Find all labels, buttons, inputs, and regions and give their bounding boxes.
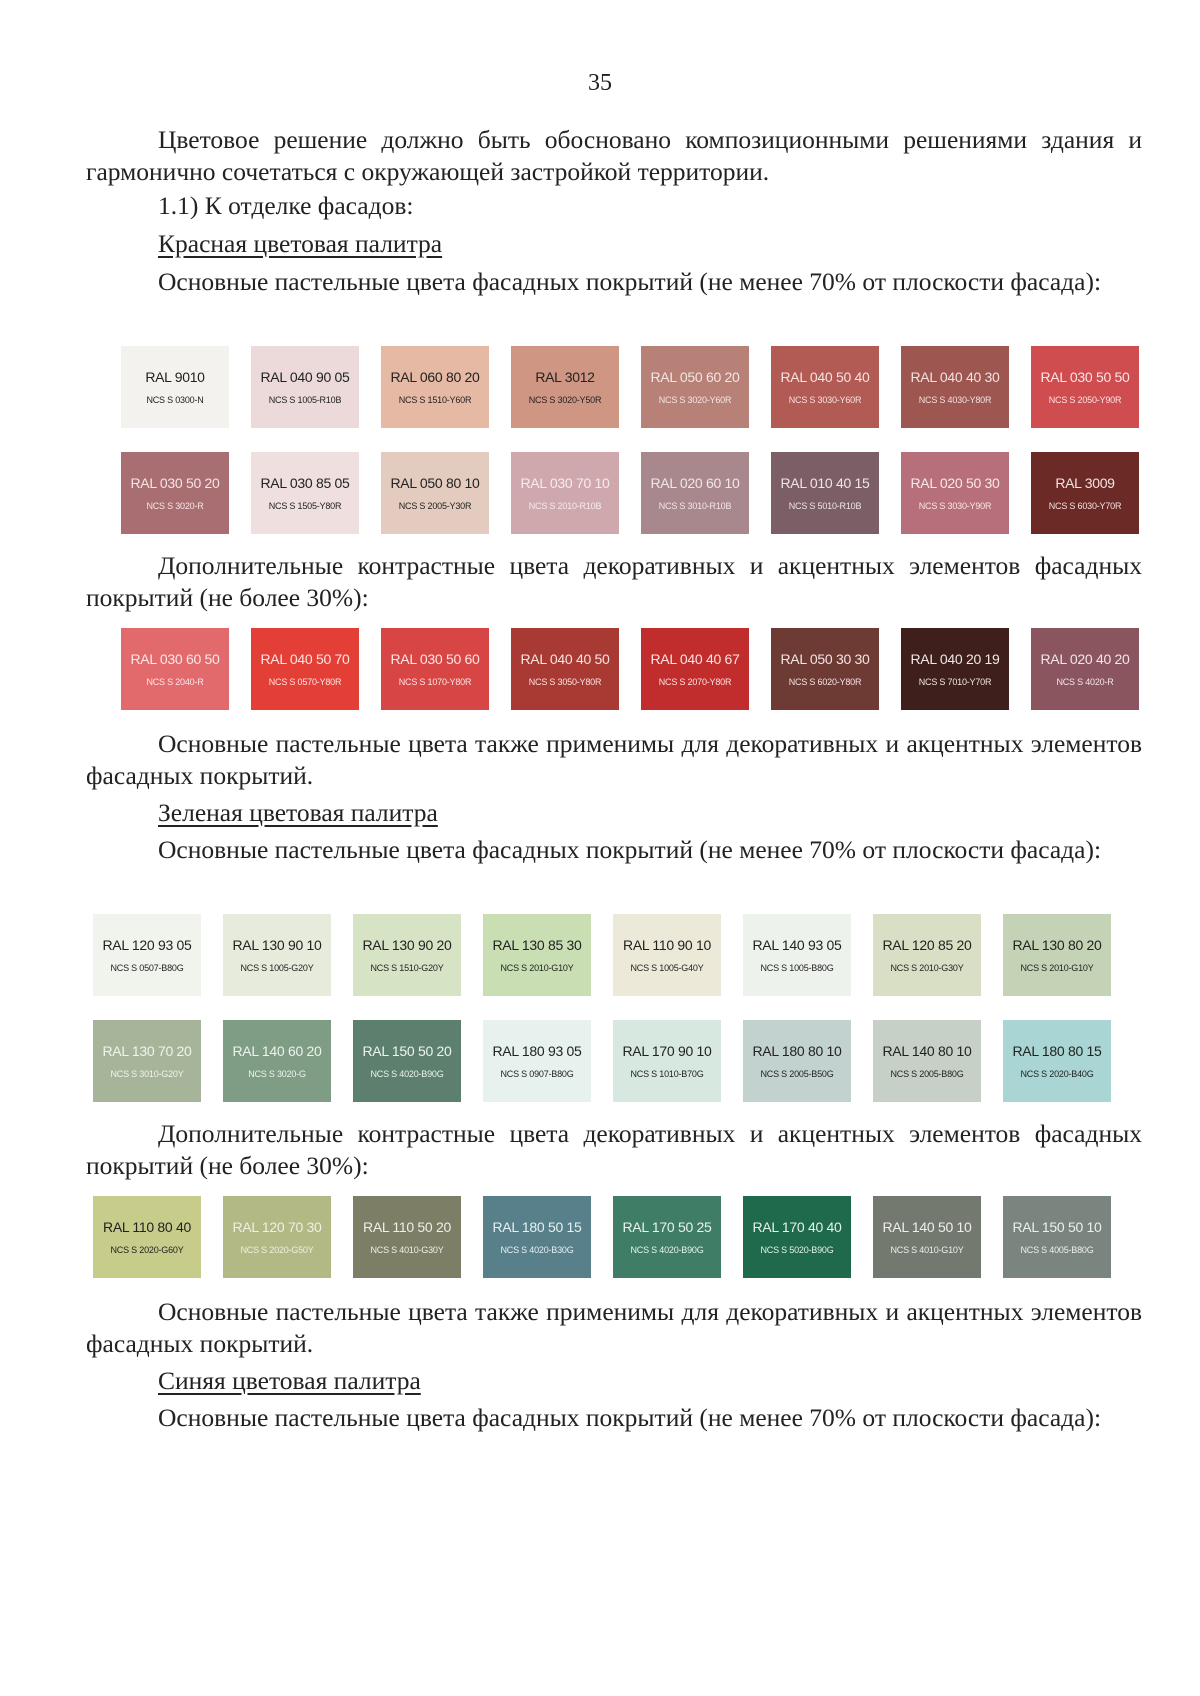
ral-code: RAL 140 60 20: [232, 1043, 322, 1059]
color-swatch: [1031, 628, 1139, 710]
ncs-code: NCS S 3030-Y60R: [788, 395, 862, 405]
ral-code: RAL 180 93 05: [492, 1043, 582, 1059]
ncs-code: NCS S 2020-B40G: [1020, 1069, 1094, 1079]
ral-code: RAL 110 50 20: [363, 1219, 451, 1235]
color-swatch: [1003, 1196, 1111, 1278]
ral-code: RAL 150 50 10: [1012, 1219, 1102, 1235]
color-swatch: [381, 628, 489, 710]
color-swatch: [223, 1196, 331, 1278]
red-main-paragraph: Основные пастельные цвета фасадных покрытий (не менее 70% от плоскости фасада):: [158, 267, 1102, 296]
blue-palette-heading: Синяя цветовая палитра: [158, 1366, 421, 1395]
ral-code: RAL 050 80 10: [390, 475, 480, 491]
green-palette-heading: Зеленая цветовая палитра: [158, 798, 438, 827]
color-swatch: [223, 914, 331, 996]
ncs-code: NCS S 1510-Y60R: [398, 395, 472, 405]
ncs-code: NCS S 1005-B80G: [760, 963, 834, 973]
color-swatch: [251, 452, 359, 534]
red-note-paragraph: Основные пастельные цвета также применимы для декоративных и акцентных элементов фасадных покрытий.: [86, 729, 1142, 790]
red-main-row-2: [121, 452, 1139, 534]
ncs-code: NCS S 2020-G50Y: [240, 1245, 314, 1255]
ncs-code: NCS S 1070-Y80R: [398, 677, 472, 687]
ral-code: RAL 3012: [535, 369, 595, 385]
color-swatch: [353, 914, 461, 996]
color-swatch: [743, 1196, 851, 1278]
ral-code: RAL 030 50 60: [390, 651, 480, 667]
green-extra-paragraph: Дополнительные контрастные цвета декоративных и акцентных элементов фасадных покрытий (не более 30%):: [86, 1119, 1142, 1180]
ral-code: RAL 130 80 20: [1012, 937, 1102, 953]
color-swatch: [641, 452, 749, 534]
ncs-code: NCS S 6020-Y80R: [788, 677, 862, 687]
ncs-code: NCS S 3020-G: [248, 1069, 306, 1079]
ncs-code: NCS S 0300-N: [146, 395, 204, 405]
color-swatch: [901, 628, 1009, 710]
color-swatch: [251, 346, 359, 428]
ncs-code: NCS S 2010-G10Y: [500, 963, 574, 973]
ral-code: RAL 030 85 05: [260, 475, 350, 491]
color-swatch: [873, 1020, 981, 1102]
color-swatch: [1031, 452, 1139, 534]
ncs-code: NCS S 0570-Y80R: [268, 677, 342, 687]
ral-code: RAL 020 40 20: [1040, 651, 1130, 667]
ncs-code: NCS S 1005-G20Y: [240, 963, 314, 973]
color-swatch: [873, 914, 981, 996]
ral-code: RAL 170 40 40: [752, 1219, 842, 1235]
ncs-code: NCS S 5010-R10B: [788, 501, 862, 511]
ncs-code: NCS S 3030-Y90R: [918, 501, 992, 511]
ral-code: RAL 180 50 15: [492, 1219, 582, 1235]
facade-item: 1.1) К отделке фасадов:: [158, 191, 414, 220]
ral-code: RAL 030 60 50: [130, 651, 220, 667]
ral-code: RAL 150 50 20: [362, 1043, 452, 1059]
color-swatch: [511, 346, 619, 428]
ral-code: RAL 170 50 25: [622, 1219, 712, 1235]
red-extra-row: [121, 628, 1139, 710]
ral-code: RAL 170 90 10: [622, 1043, 712, 1059]
ncs-code: NCS S 0507-B80G: [110, 963, 184, 973]
color-swatch: [511, 628, 619, 710]
ral-code: RAL 130 70 20: [102, 1043, 192, 1059]
color-swatch: [353, 1196, 461, 1278]
color-swatch: [901, 346, 1009, 428]
ncs-code: NCS S 2040-R: [146, 677, 204, 687]
green-main-row-1: [93, 914, 1111, 996]
color-swatch: [251, 628, 359, 710]
color-swatch: [641, 628, 749, 710]
ral-code: RAL 110 90 10: [623, 937, 711, 953]
ral-code: RAL 040 50 40: [780, 369, 870, 385]
color-swatch: [223, 1020, 331, 1102]
ral-code: RAL 040 90 05: [260, 369, 350, 385]
ncs-code: NCS S 2070-Y80R: [658, 677, 732, 687]
color-swatch: [771, 452, 879, 534]
color-swatch: [771, 628, 879, 710]
ral-code: RAL 040 40 67: [650, 651, 740, 667]
ral-code: RAL 9010: [145, 369, 205, 385]
color-swatch: [613, 1196, 721, 1278]
color-swatch: [901, 452, 1009, 534]
color-swatch: [381, 346, 489, 428]
ral-code: RAL 040 40 30: [910, 369, 1000, 385]
color-swatch: [771, 346, 879, 428]
ncs-code: NCS S 7010-Y70R: [918, 677, 992, 687]
ncs-code: NCS S 4020-B90G: [370, 1069, 444, 1079]
ncs-code: NCS S 3020-R: [146, 501, 204, 511]
color-swatch: [483, 1196, 591, 1278]
color-swatch: [743, 914, 851, 996]
color-swatch: [873, 1196, 981, 1278]
ral-code: RAL 010 40 15: [780, 475, 870, 491]
ncs-code: NCS S 4020-B30G: [500, 1245, 574, 1255]
ral-code: RAL 040 20 19: [910, 651, 1000, 667]
ral-code: RAL 030 70 10: [520, 475, 610, 491]
color-swatch: [1003, 1020, 1111, 1102]
color-swatch: [93, 1020, 201, 1102]
ncs-code: NCS S 1005-R10B: [268, 395, 342, 405]
ncs-code: NCS S 2020-G60Y: [110, 1245, 184, 1255]
ncs-code: NCS S 1510-G20Y: [370, 963, 444, 973]
color-swatch: [381, 452, 489, 534]
color-swatch: [613, 1020, 721, 1102]
ncs-code: NCS S 4005-B80G: [1020, 1245, 1094, 1255]
ncs-code: NCS S 3010-G20Y: [110, 1069, 184, 1079]
ncs-code: NCS S 3020-Y50R: [528, 395, 602, 405]
green-main-paragraph: Основные пастельные цвета фасадных покрытий (не менее 70% от плоскости фасада):: [158, 835, 1102, 864]
color-swatch: [93, 914, 201, 996]
ncs-code: NCS S 4020-B90G: [630, 1245, 704, 1255]
color-swatch: [353, 1020, 461, 1102]
red-extra-paragraph: Дополнительные контрастные цвета декоративных и акцентных элементов фасадных покрытий (не более 30%):: [86, 551, 1142, 612]
ncs-code: NCS S 3020-Y60R: [658, 395, 732, 405]
ncs-code: NCS S 2010-G30Y: [890, 963, 964, 973]
ncs-code: NCS S 1505-Y80R: [268, 501, 342, 511]
ral-code: RAL 030 50 50: [1040, 369, 1130, 385]
ral-code: RAL 040 50 70: [260, 651, 350, 667]
ral-code: RAL 120 70 30: [232, 1219, 322, 1235]
ral-code: RAL 130 90 10: [232, 937, 322, 953]
ral-code: RAL 140 50 10: [882, 1219, 972, 1235]
color-swatch: [613, 914, 721, 996]
ral-code: RAL 050 30 30: [780, 651, 870, 667]
ral-code: RAL 120 93 05: [102, 937, 192, 953]
green-note-paragraph: Основные пастельные цвета также применимы для декоративных и акцентных элементов фасадных покрытий.: [86, 1297, 1142, 1358]
color-swatch: [1031, 346, 1139, 428]
color-swatch: [93, 1196, 201, 1278]
ncs-code: NCS S 0907-B80G: [500, 1069, 574, 1079]
ral-code: RAL 180 80 15: [1012, 1043, 1102, 1059]
ncs-code: NCS S 4030-Y80R: [918, 395, 992, 405]
page-number: 35: [588, 70, 612, 96]
ncs-code: NCS S 4020-R: [1056, 677, 1114, 687]
ral-code: RAL 060 80 20: [390, 369, 480, 385]
ral-code: RAL 120 85 20: [882, 937, 972, 953]
ral-code: RAL 3009: [1055, 475, 1115, 491]
color-swatch: [121, 346, 229, 428]
ral-code: RAL 130 90 20: [362, 937, 452, 953]
ncs-code: NCS S 2005-Y30R: [398, 501, 472, 511]
color-swatch: [483, 914, 591, 996]
color-swatch: [121, 628, 229, 710]
red-palette-heading: Красная цветовая палитра: [158, 229, 443, 258]
ncs-code: NCS S 4010-G10Y: [890, 1245, 964, 1255]
ral-code: RAL 040 40 50: [520, 651, 610, 667]
ncs-code: NCS S 3010-R10B: [658, 501, 732, 511]
ncs-code: NCS S 1005-G40Y: [630, 963, 704, 973]
ral-code: RAL 020 50 30: [910, 475, 1000, 491]
intro-paragraph: Цветовое решение должно быть обосновано композиционными решениями здания и гармонично сочетаться с окружающей застройкой территории.: [86, 125, 1142, 186]
ncs-code: NCS S 2005-B50G: [760, 1069, 834, 1079]
ral-code: RAL 050 60 20: [650, 369, 740, 385]
ral-code: RAL 030 50 20: [130, 475, 220, 491]
ral-code: RAL 020 60 10: [650, 475, 740, 491]
color-swatch: [641, 346, 749, 428]
ncs-code: NCS S 4010-G30Y: [370, 1245, 444, 1255]
ral-code: RAL 140 93 05: [752, 937, 842, 953]
ral-code: RAL 130 85 30: [492, 937, 582, 953]
color-swatch: [743, 1020, 851, 1102]
ncs-code: NCS S 6030-Y70R: [1048, 501, 1122, 511]
color-swatch: [483, 1020, 591, 1102]
color-swatch: [121, 452, 229, 534]
color-swatch: [511, 452, 619, 534]
ral-code: RAL 180 80 10: [752, 1043, 842, 1059]
red-main-row-1: [121, 346, 1139, 428]
ral-code: RAL 110 80 40: [103, 1219, 191, 1235]
green-extra-row: [93, 1196, 1111, 1278]
ncs-code: NCS S 2050-Y90R: [1048, 395, 1122, 405]
ncs-code: NCS S 2010-G10Y: [1020, 963, 1094, 973]
ncs-code: NCS S 2010-R10B: [528, 501, 602, 511]
ncs-code: NCS S 1010-B70G: [630, 1069, 704, 1079]
color-swatch: [1003, 914, 1111, 996]
green-main-row-2: [93, 1020, 1111, 1102]
blue-main-paragraph: Основные пастельные цвета фасадных покрытий (не менее 70% от плоскости фасада):: [158, 1403, 1102, 1432]
ncs-code: NCS S 5020-B90G: [760, 1245, 834, 1255]
ncs-code: NCS S 2005-B80G: [890, 1069, 964, 1079]
ral-code: RAL 140 80 10: [882, 1043, 972, 1059]
ncs-code: NCS S 3050-Y80R: [528, 677, 602, 687]
